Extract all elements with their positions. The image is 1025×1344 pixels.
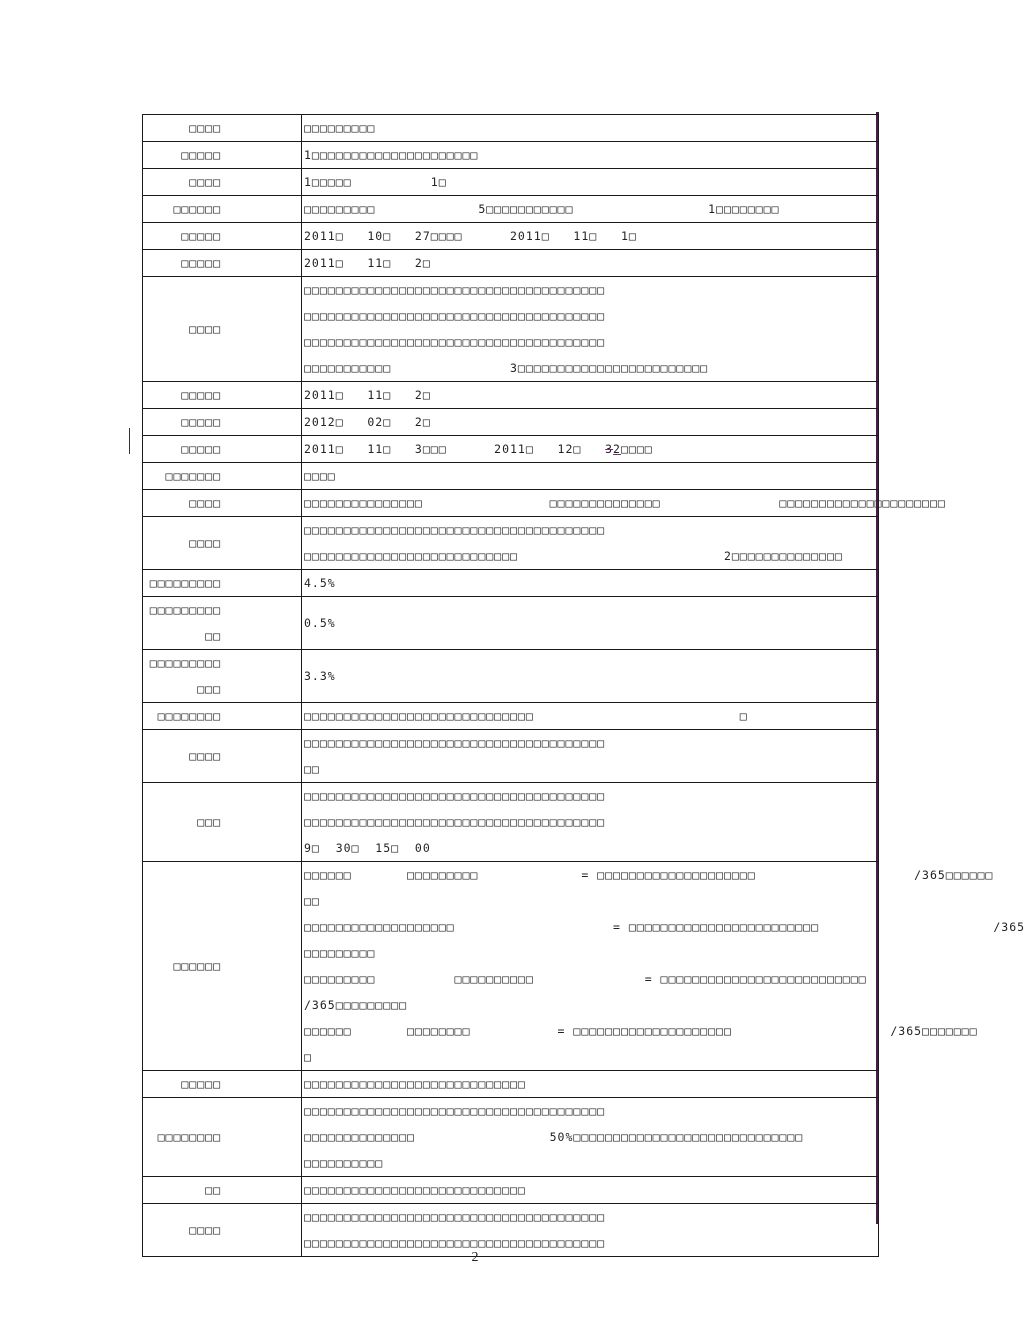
row-value-line xyxy=(304,966,876,992)
table-row xyxy=(143,1177,879,1204)
row-label-line: □□□□□ xyxy=(181,229,221,243)
table-row xyxy=(143,570,879,597)
row-label-line: □□□□□□□□□ xyxy=(149,656,221,670)
table-row xyxy=(143,703,879,730)
row-label xyxy=(143,142,302,169)
row-label xyxy=(143,570,302,597)
row-value xyxy=(302,196,879,223)
row-value xyxy=(302,570,879,597)
row-label-line: □□□□□ xyxy=(181,1077,221,1091)
row-label-line: □□□□ xyxy=(189,175,221,189)
row-value-line xyxy=(304,436,876,462)
row-label xyxy=(143,783,302,862)
row-value-text: 2011□ 11□ 2□ xyxy=(304,388,431,402)
row-label-line: □□□□□ xyxy=(181,256,221,270)
row-label xyxy=(143,517,302,570)
row-value-line xyxy=(304,382,876,408)
row-label-line: □□□□ xyxy=(189,121,221,135)
row-value xyxy=(302,862,1025,1071)
row-value-line xyxy=(304,663,876,689)
row-value-text: 1□□□□□ 1□ xyxy=(304,175,447,189)
row-label xyxy=(143,597,302,650)
row-value xyxy=(302,703,879,730)
table-row xyxy=(143,862,879,1071)
row-value-text: /365□□□□□□□□□ xyxy=(304,998,408,1012)
row-label xyxy=(143,115,302,142)
table-row xyxy=(143,142,879,169)
row-label xyxy=(143,1204,302,1257)
row-label-line: □□□□□ xyxy=(181,388,221,402)
row-value-text: □□□□□□□□□□□□□□□□□□□□□□□□□□□□□□□□□□□□□□ xyxy=(304,1236,606,1250)
row-value xyxy=(302,169,879,196)
row-value-text: 9□ 30□ 15□ 00 xyxy=(304,841,431,855)
row-label-line: □□□□ xyxy=(189,322,221,336)
row-value-text: □□□□□□□□□ xyxy=(304,121,376,135)
row-value-text: □□□□□□□□□□□□□□□□□□□□□□□□□□□ 2□□□□□□□□□□□□□□ xyxy=(304,549,843,563)
row-label xyxy=(143,196,302,223)
row-value-line xyxy=(304,277,876,303)
row-value-line xyxy=(304,783,876,809)
row-value-line xyxy=(304,1018,978,1044)
row-label-line: □□□□ xyxy=(189,749,221,763)
row-value xyxy=(302,517,879,570)
table-row xyxy=(143,597,879,650)
revision-inserted-text: 2 xyxy=(613,442,621,456)
row-value-line xyxy=(304,809,876,835)
row-label-line: □□□□ xyxy=(189,1223,221,1237)
row-value-line xyxy=(304,862,994,888)
row-value-text: 1□□□□□□□□□□□□□□□□□□□□□ xyxy=(304,148,479,162)
row-label xyxy=(143,169,302,196)
table-row xyxy=(143,490,879,517)
row-value-line xyxy=(304,490,946,516)
row-value-line xyxy=(304,940,876,966)
row-value-line xyxy=(304,570,876,596)
table-row xyxy=(143,115,879,142)
row-value-text: □□□□□□□□□□□□□□□□□□□ = □□□□□□□□□□□□□□□□□□□□□□□□ /365 xyxy=(304,920,1025,934)
row-value-text: □□□□□□□□□□□□□□□□□□□□□□□□□□□□□□□□□□□□□□ xyxy=(304,789,606,803)
row-value-line xyxy=(304,835,876,861)
row-value-line xyxy=(304,1177,876,1203)
table-row xyxy=(143,517,879,570)
row-value-line xyxy=(304,250,876,276)
row-label xyxy=(143,650,302,703)
row-label-line: □□□□□□ xyxy=(173,202,221,216)
table-row xyxy=(143,1071,879,1098)
row-value-line xyxy=(304,756,876,782)
row-value-line xyxy=(304,1204,876,1230)
row-value-text: □□□□□□□□□□□ 3□□□□□□□□□□□□□□□□□□□□□□□□ xyxy=(304,361,709,375)
row-value-text: □□□□□□□□□□ xyxy=(304,1156,384,1170)
row-value-line xyxy=(304,142,876,168)
row-value xyxy=(302,597,879,650)
row-value xyxy=(302,1204,879,1257)
table-row xyxy=(143,783,879,862)
row-value-text: □ xyxy=(304,1050,312,1064)
row-label-line: □□□□ xyxy=(189,536,221,550)
table-row xyxy=(143,250,879,277)
row-value xyxy=(302,1177,879,1204)
row-value-line xyxy=(304,914,1025,940)
row-label-line: □□□□□ xyxy=(181,442,221,456)
row-value xyxy=(302,730,879,783)
row-value-line xyxy=(304,223,876,249)
row-value-text: 3.3% xyxy=(304,669,336,683)
row-label xyxy=(143,409,302,436)
row-label-line: □□□□□□□□□ xyxy=(149,603,221,617)
row-value-text: □□□□□□□□□□□□□□□ □□□□□□□□□□□□□□ □□□□□□□□□□□□□□□□□□□□□ xyxy=(304,496,946,510)
row-label xyxy=(143,382,302,409)
row-value-text: □□□□□□□□□□□□□□□□□□□□□□□□□□□□□□□□□□□□□□ xyxy=(304,309,606,323)
row-value-text: □□□□□□ □□□□□□□□□ = □□□□□□□□□□□□□□□□□□□□ /365□□□□□□ xyxy=(304,868,994,882)
row-value-text: □□□□□□□□□□□□□□□□□□□□□□□□□□□□□ □ xyxy=(304,709,748,723)
row-value-line xyxy=(304,1044,876,1070)
row-value-tail: □□□□ xyxy=(620,442,653,456)
table-row xyxy=(143,1204,879,1257)
row-label xyxy=(143,862,302,1071)
row-value-text: □□□□□□□□□□□□□□□□□□□□□□□□□□□□□□□□□□□□□□ xyxy=(304,283,606,297)
page-number: 2 xyxy=(471,1250,479,1265)
row-value-line xyxy=(304,355,876,381)
row-value-text: □□□□□□□□□□□□□□□□□□□□□□□□□□□□□□□□□□□□□□ xyxy=(304,1104,606,1118)
row-value-text: 4.5% xyxy=(304,576,336,590)
row-value-text: 2011□ 11□ 2□ xyxy=(304,256,431,270)
table-row xyxy=(143,169,879,196)
row-label-line: □□□□□□□ xyxy=(165,469,221,483)
row-label-line: □□□□□ xyxy=(181,415,221,429)
row-value-text: 2011□ 10□ 27□□□□ 2011□ 11□ 1□ xyxy=(304,229,637,243)
table-row xyxy=(143,223,879,250)
table-body xyxy=(143,115,1025,1257)
row-label xyxy=(143,1177,302,1204)
row-value xyxy=(302,277,879,382)
row-value-line xyxy=(304,1098,876,1124)
row-value-text: □□□□□□□□□ □□□□□□□□□□ = □□□□□□□□□□□□□□□□□□□□□□□□□□ xyxy=(304,972,867,986)
row-value xyxy=(302,783,879,862)
row-value xyxy=(302,250,879,277)
row-value-text: 0.5% xyxy=(304,616,336,630)
row-value-text: 2011□ 11□ 3□□□ 2011□ 12□ xyxy=(304,442,606,456)
row-label-line: □□□□□□□□ xyxy=(157,1130,221,1144)
row-value-line xyxy=(304,1124,876,1150)
row-value-text: □□□□□□□□□ 5□□□□□□□□□□□ 1□□□□□□□□ xyxy=(304,202,780,216)
product-terms-table xyxy=(142,114,1025,1257)
row-value-line xyxy=(304,409,876,435)
row-value-line xyxy=(304,888,876,914)
row-value-text: □□□□ xyxy=(304,469,336,483)
row-value-line xyxy=(304,610,876,636)
row-value-text: □□□□□□□□□□□□□□□□□□□□□□□□□□□□□□□□□□□□□□ xyxy=(304,815,606,829)
row-value-line xyxy=(304,169,876,195)
row-value-line xyxy=(304,303,876,329)
row-label xyxy=(143,250,302,277)
row-value-line xyxy=(304,730,876,756)
row-label-line: □□ xyxy=(205,1183,221,1197)
row-value-text: 2012□ 02□ 2□ xyxy=(304,415,431,429)
row-value-line xyxy=(304,1150,876,1176)
row-value xyxy=(302,1098,879,1177)
row-label xyxy=(143,223,302,250)
row-label xyxy=(143,277,302,382)
row-value-line xyxy=(304,992,876,1018)
revision-change-bar xyxy=(129,428,130,454)
row-value-text: □□□□□□□□□□□□□□□□□□□□□□□□□□□□□□□□□□□□□□ xyxy=(304,736,606,750)
row-value-line xyxy=(304,543,876,569)
row-label-line: □□ xyxy=(205,629,221,643)
row-label-line: □□□□□□□□□ xyxy=(149,576,221,590)
row-label xyxy=(143,436,302,463)
row-value-line xyxy=(304,703,876,729)
row-value-text: □□□□□□□□□□□□□□□□□□□□□□□□□□□□ xyxy=(304,1077,526,1091)
row-value xyxy=(302,409,879,436)
row-value-text: □□□□□□□□□□□□□□□□□□□□□□□□□□□□ xyxy=(304,1183,526,1197)
row-value xyxy=(302,382,879,409)
row-label-line: □□□□ xyxy=(189,496,221,510)
row-value xyxy=(302,463,879,490)
row-label xyxy=(143,490,302,517)
row-value-line xyxy=(304,517,876,543)
table-row xyxy=(143,463,879,490)
row-value-text: □□□□□□□□□□□□□□ 50%□□□□□□□□□□□□□□□□□□□□□□□□□□□□□ xyxy=(304,1130,804,1144)
row-label-line: □□□□□□□□ xyxy=(157,709,221,723)
revision-deleted-text: 3 xyxy=(605,442,614,456)
row-label-line: □□□ xyxy=(197,682,221,696)
row-label-line: □□□□□ xyxy=(181,148,221,162)
table-row xyxy=(143,650,879,703)
row-value-text: □□ xyxy=(304,762,320,776)
table-row xyxy=(143,436,879,463)
row-value-line xyxy=(304,463,876,489)
row-value-text: □□□□□□□□□□□□□□□□□□□□□□□□□□□□□□□□□□□□□□ xyxy=(304,1210,606,1224)
table-row xyxy=(143,730,879,783)
row-value-text: □□ xyxy=(304,894,320,908)
table-row xyxy=(143,277,879,382)
row-label xyxy=(143,1071,302,1098)
row-label xyxy=(143,703,302,730)
table-row xyxy=(143,1098,879,1177)
row-value xyxy=(302,115,879,142)
row-value-text: □□□□□□□□□□□□□□□□□□□□□□□□□□□□□□□□□□□□□□ xyxy=(304,523,606,537)
row-value xyxy=(302,490,946,517)
row-value xyxy=(302,142,879,169)
row-value-text: □□□□□□ □□□□□□□□ = □□□□□□□□□□□□□□□□□□□□ /365□□□□□□□ xyxy=(304,1024,978,1038)
row-label-line: □□□□□□ xyxy=(173,959,221,973)
table-row xyxy=(143,196,879,223)
row-value-line xyxy=(304,196,876,222)
row-value-line xyxy=(304,1071,876,1097)
row-label-line: □□□ xyxy=(197,815,221,829)
row-value-line xyxy=(304,329,876,355)
row-label xyxy=(143,463,302,490)
row-label xyxy=(143,730,302,783)
row-value-text: □□□□□□□□□□□□□□□□□□□□□□□□□□□□□□□□□□□□□□ xyxy=(304,335,606,349)
row-value-text: □□□□□□□□□ xyxy=(304,946,376,960)
row-value xyxy=(302,650,879,703)
table-row xyxy=(143,409,879,436)
row-value-line xyxy=(304,115,876,141)
row-value xyxy=(302,223,879,250)
row-value xyxy=(302,1071,879,1098)
row-label xyxy=(143,1098,302,1177)
table-row xyxy=(143,382,879,409)
row-value xyxy=(302,436,879,463)
